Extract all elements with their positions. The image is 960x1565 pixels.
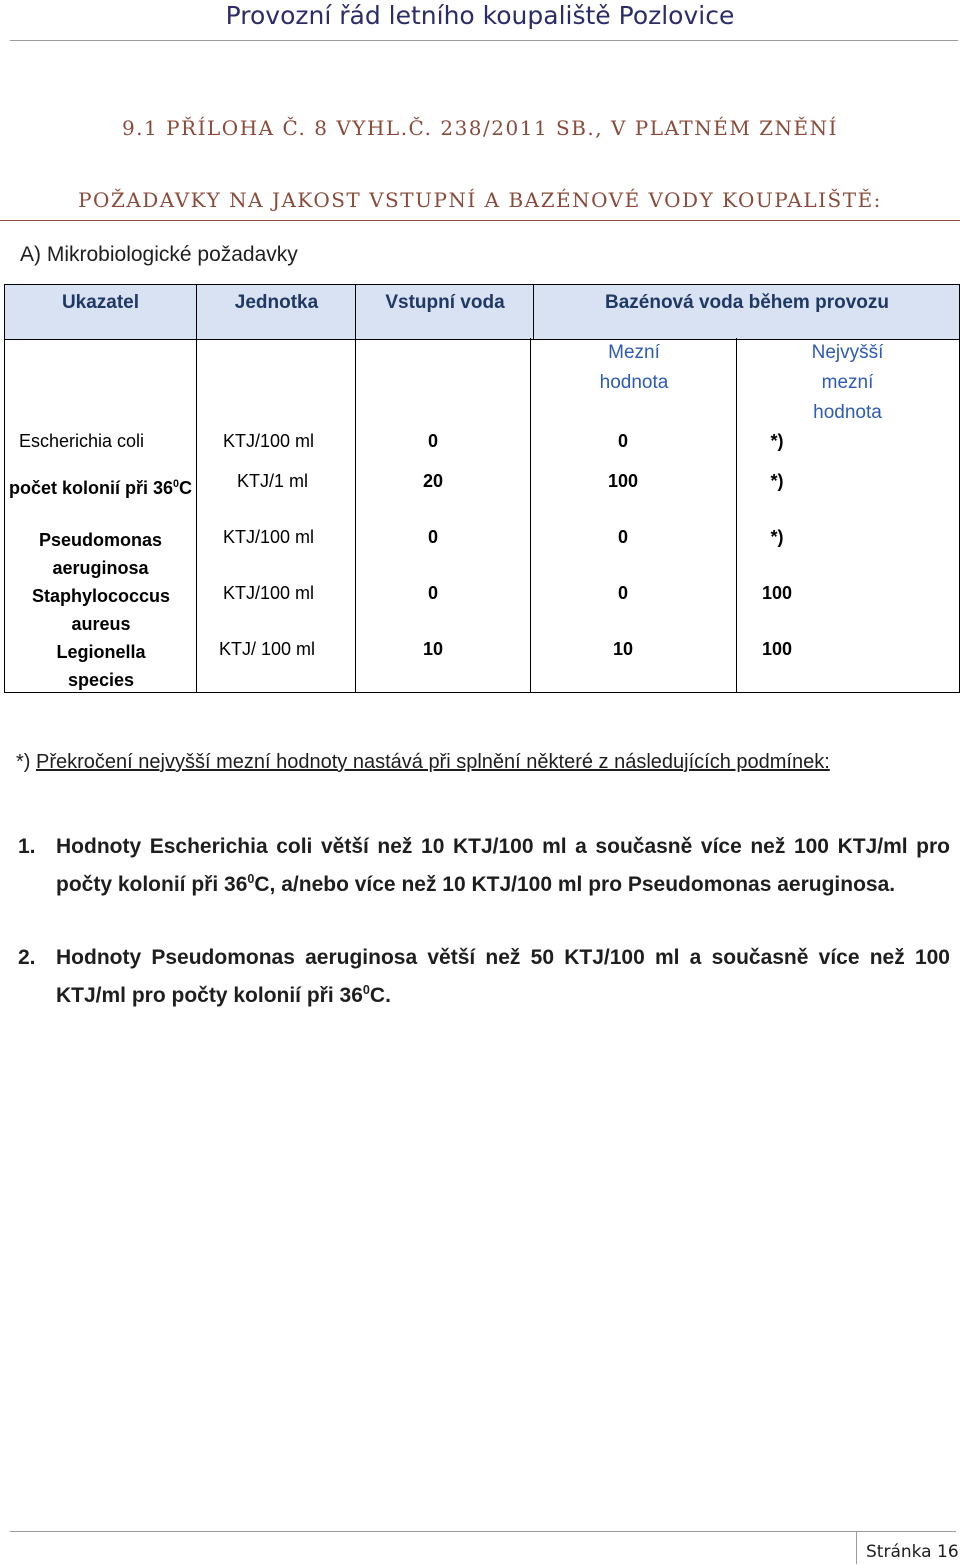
list-text: Hodnoty Escherichia coli větší než 10 KTJ/100 ml a současně více než 100 KTJ/ml pro počty kolonií při $36^0C$, a/nebo více než 10 KTJ/100 ml pro Pseudomonas aeruginosa.: [56, 835, 950, 896]
table-row-unit: KTJ/ 100 ml: [219, 639, 316, 659]
table-row-unit: KTJ/100 ml: [223, 431, 315, 451]
footnote-marker: *): [16, 751, 31, 773]
column-divider: [533, 285, 534, 339]
table-row-max: *): [770, 471, 784, 491]
list-text: Hodnoty Pseudomonas aeruginosa větší než 50 KTJ/100 ml a současně více než 100 KTJ/ml pro počty kolonií při $36^0C$.: [56, 946, 950, 1007]
column-divider: [736, 338, 737, 692]
indicator-text: počet kolonií při 36: [8, 478, 173, 498]
list-item: [18, 830, 950, 930]
column-divider: [355, 285, 356, 339]
appendix-heading: 9.1 PŘÍLOHA Č. 8 VYHL.Č. 238/2011 SB., V PLATNÉM ZNĚNÍ: [121, 116, 839, 140]
page-number: Stránka 16: [866, 1542, 959, 1562]
list-item: [18, 941, 950, 1011]
table-row-max: 100: [761, 639, 793, 659]
table-row-max: 100: [761, 583, 793, 603]
table-row-indicator: Staphylococcus aureus: [31, 586, 171, 634]
table-row-indicator: Pseudomonas aeruginosa: [38, 530, 163, 578]
footer-divider: [10, 1531, 956, 1532]
table-row-max: *): [770, 527, 784, 547]
column-header-indicator: Ukazatel: [61, 292, 140, 313]
footnote-text: Překročení nejvyšší mezní hodnoty nastává při splnění některé z následujících podmínek:: [36, 751, 830, 773]
microbiology-subheading: A) Mikrobiologické požadavky: [20, 243, 298, 266]
column-divider: [196, 285, 197, 339]
requirements-heading: POŽADAVKY NA JAKOST VSTUPNÍ A BAZÉNOVÉ VODY KOUPALIŠTĚ:: [78, 188, 882, 212]
table-row-unit: KTJ/1 ml: [237, 471, 309, 491]
indicator-superscript: 0: [173, 478, 180, 490]
column-divider: [355, 338, 356, 692]
table-header-row: [4, 284, 960, 340]
column-divider: [196, 338, 197, 692]
table-row-limit: 0: [617, 527, 628, 547]
table-row-limit: 100: [607, 471, 639, 491]
column-header-pool-water: Bazénová voda během provozu: [604, 292, 889, 313]
table-body: [4, 338, 960, 693]
list-number: 2.: [18, 946, 36, 969]
table-row-input: 0: [427, 527, 438, 547]
table-row-input: 0: [427, 583, 438, 603]
subheader-max-limit-value: Nejvyšší mezní hodnota: [811, 342, 884, 423]
header-divider: [10, 40, 958, 41]
table-row-max: *): [770, 431, 784, 451]
list-number: 1.: [18, 835, 36, 858]
indicator-tail: C: [179, 478, 193, 498]
table-row-unit: KTJ/100 ml: [223, 527, 315, 547]
footnote: [16, 746, 956, 778]
table-row-input: 20: [422, 471, 444, 491]
table-row-indicator: Escherichia coli: [19, 431, 145, 451]
table-row-limit: 10: [612, 639, 634, 659]
table-row-indicator: [5, 470, 196, 502]
table-row-limit: 0: [617, 583, 628, 603]
column-divider: [530, 338, 531, 692]
table-row-input: 0: [427, 431, 438, 451]
requirements-heading-rule: [0, 220, 960, 221]
table-row-input: 10: [422, 639, 444, 659]
column-header-unit: Jednotka: [234, 292, 319, 313]
table-row-limit: 0: [617, 431, 628, 451]
subheader-limit-value: Mezní hodnota: [599, 342, 669, 393]
table-row-indicator: Legionella species: [56, 642, 146, 690]
table-row-unit: KTJ/100 ml: [223, 583, 315, 603]
column-header-input-water: Vstupní voda: [385, 292, 505, 313]
page-header-title: Provozní řád letního koupaliště Pozlovice: [225, 1, 735, 30]
